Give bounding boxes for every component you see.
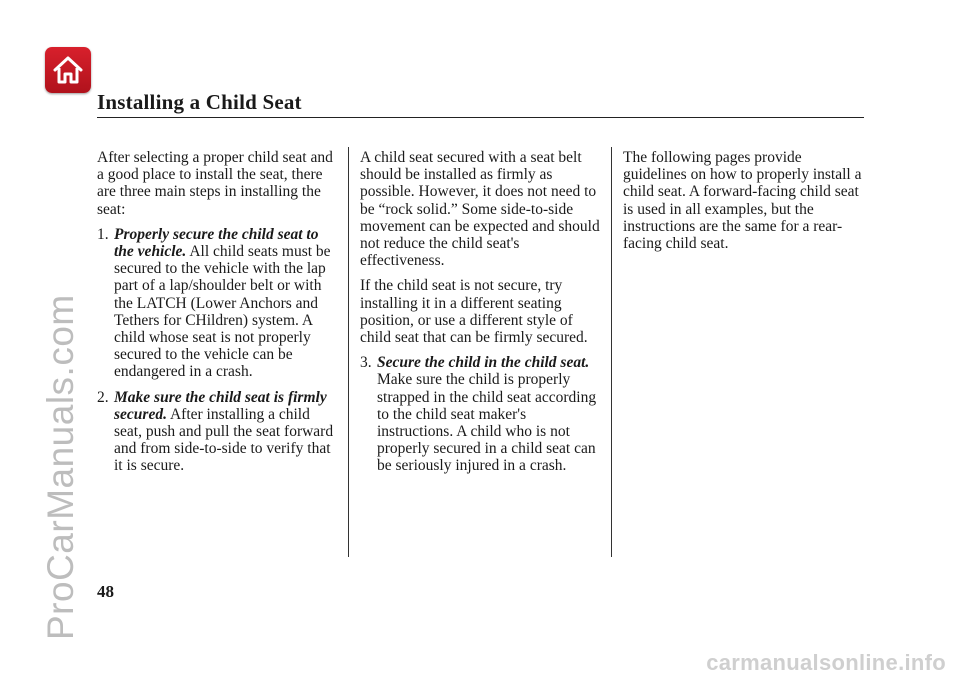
column-1 xyxy=(97,149,337,483)
paragraph: The following pages provide guidelines on how to properly install a child seat. A forward-facing child seat is used in all examples, but the instructions are the same for a rear-facing child seat. xyxy=(623,149,862,253)
step-1 xyxy=(97,226,337,381)
home-icon xyxy=(51,53,85,87)
intro-paragraph: After selecting a proper child seat and a good place to install the seat, there are three main steps in installing the seat: xyxy=(97,149,333,218)
column-2 xyxy=(360,149,605,483)
column-divider xyxy=(348,147,349,557)
step-number: 1. xyxy=(97,225,109,243)
footer-watermark: carmanualsonline.info xyxy=(706,650,946,675)
title-divider xyxy=(97,117,864,118)
side-watermark: ProCarManuals.com xyxy=(40,294,81,640)
step-text: After installing a child seat, push and pull the seat forward and from side-to-side to verify that it is secure. xyxy=(114,405,334,475)
step-heading: Make sure the child seat is firmly secured. xyxy=(114,388,327,423)
page-number: 48 xyxy=(97,582,114,601)
column-3 xyxy=(623,149,863,260)
paragraph: A child seat secured with a seat belt should be installed as firmly as possible. However, it does not need to be “rock solid.” Some side-to-side movement can be expected and should not reduce the child seat's effectiveness. xyxy=(360,149,600,270)
paragraph: If the child seat is not secure, try installing it in a different seating position, or use a different style of child seat that can be firmly secured. xyxy=(360,277,588,347)
step-2 xyxy=(97,389,337,475)
step-text: Make sure the child is properly strapped in the child seat according to the child seat maker's instructions. A child who is not properly secured in a child seat can be seriously injured in a crash. xyxy=(377,371,597,475)
step-number: 3. xyxy=(360,354,372,372)
home-button[interactable] xyxy=(45,47,91,93)
step-heading: Secure the child in the child seat. xyxy=(377,354,590,372)
column-divider xyxy=(611,147,612,557)
page-title: Installing a Child Seat xyxy=(97,90,302,114)
step-3 xyxy=(360,354,605,474)
step-heading: Properly secure the child seat to the vehicle. xyxy=(114,225,319,261)
step-number: 2. xyxy=(97,388,109,406)
step-text: All child seats must be secured to the vehicle with the lap part of a lap/shoulder belt or with the LATCH (Lower Anchors and Tethers for CHildren) system. A child whose seat is not properly secured to the vehicle can be endangered in a crash. xyxy=(114,243,331,381)
